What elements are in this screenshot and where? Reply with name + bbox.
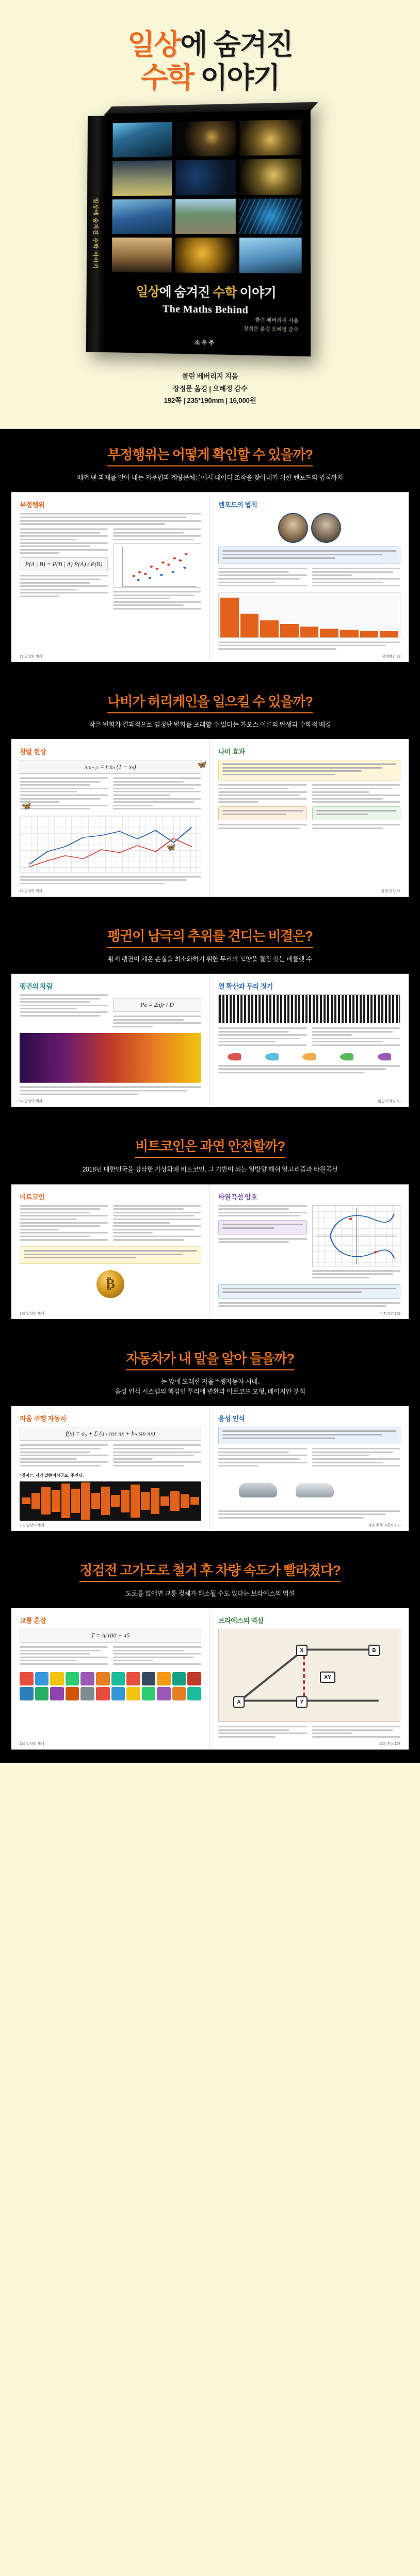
page-footer-right: 창발 현상 47 xyxy=(381,889,400,893)
network-node-b: B xyxy=(368,1645,380,1656)
two-column-body xyxy=(218,568,400,588)
column-right xyxy=(312,1027,401,1048)
cover-photo-grid xyxy=(112,120,302,274)
two-column-body xyxy=(20,994,201,1029)
page-heading: 나비 효과 xyxy=(218,747,245,756)
cover-photo-rollercoaster xyxy=(112,199,172,234)
column-left xyxy=(20,1444,108,1468)
color-block xyxy=(80,1687,94,1700)
column-left xyxy=(218,1726,307,1739)
callout-box xyxy=(218,1284,400,1298)
elliptic-curve-svg xyxy=(313,1206,400,1267)
car-icon xyxy=(239,1483,277,1497)
color-block xyxy=(126,1672,140,1685)
hero-title-rest-2: 이야기 xyxy=(193,61,280,93)
section-header-bitcoin xyxy=(0,1120,420,1184)
section-title-car: 자동차가 내 말을 알아 들을까? xyxy=(126,1348,294,1370)
color-block xyxy=(35,1672,49,1685)
book-spread-butterfly xyxy=(11,739,409,897)
page-footer-right: 교통 혼잡 157 xyxy=(379,1742,400,1746)
cover-text-area xyxy=(111,282,302,349)
page-footer-left: 132 일상의 세계 xyxy=(20,1523,44,1527)
column-right xyxy=(113,528,201,611)
portrait-shakespeare xyxy=(278,513,308,543)
two-column-body xyxy=(20,528,201,611)
color-block xyxy=(187,1687,201,1700)
section-title-traffic: 징검전 고가도로 철거 후 차량 속도가 빨라졌다? xyxy=(79,1560,340,1582)
cover-photo-runway xyxy=(112,161,172,196)
color-block xyxy=(20,1687,34,1700)
cover-photo-alhambra xyxy=(112,238,172,273)
cover-photo-coastline xyxy=(175,198,236,234)
book-translator-line: 장정문 옮김 | 오혜정 감수 xyxy=(172,384,248,393)
callout-box xyxy=(218,806,307,820)
cover-photo-bitcoin xyxy=(175,238,236,273)
network-edges-svg xyxy=(219,1629,400,1721)
color-block xyxy=(157,1687,171,1700)
butterfly-icon: 🦋 xyxy=(197,760,207,769)
page-heading: 자율 주행 자동차 xyxy=(20,1415,67,1423)
spread-page-left xyxy=(11,974,210,1107)
column-left xyxy=(20,994,108,1029)
network-node-x: X xyxy=(296,1645,308,1656)
column-left xyxy=(218,1205,307,1281)
book-stage xyxy=(0,106,420,385)
cover-photo-network xyxy=(175,160,236,195)
two-column-body xyxy=(218,1726,400,1739)
cover-photo-satellite xyxy=(175,121,236,157)
bitcoin-coin-figure xyxy=(20,1270,201,1298)
figure-caption: "정지!", 저의 말씀이시군요, 주인님. xyxy=(20,1473,84,1478)
section-bitcoin xyxy=(0,1120,420,1333)
page-heading: 음성 인식 xyxy=(218,1415,245,1423)
page-footer-left: 108 일상의 세계 xyxy=(20,1312,44,1316)
car-icon xyxy=(296,1483,334,1497)
page-footer-left: 46 일상의 세계 xyxy=(20,889,42,893)
formula-box: T = A/100 + 45 xyxy=(20,1629,201,1643)
column-left xyxy=(20,1646,108,1667)
section-subtitle-cheating: 베껴 낸 과제를 알아 내는 지문법과 계량문체론에서 데이터 조작을 찾아내기 위한 벤포드의 법칙까지 xyxy=(77,474,343,482)
book-spread-penguin xyxy=(11,974,409,1107)
color-block xyxy=(111,1672,125,1685)
fish-icon xyxy=(340,1053,353,1060)
scatter-plot-svg xyxy=(114,544,201,588)
color-block xyxy=(96,1672,110,1685)
cover-title-part3: 수학 xyxy=(213,285,237,301)
section-subtitle-car-line1: 눈 앞에 도래한 자율주행자동차 시대. xyxy=(160,1378,260,1385)
network-node-a: A xyxy=(233,1696,245,1708)
section-title-cheating: 부정행위는 어떻게 확인할 수 있을까? xyxy=(107,444,313,466)
callout-box xyxy=(312,806,401,820)
spread-page-right xyxy=(210,1184,409,1319)
cover-photo-sextant xyxy=(240,120,302,156)
cover-subtitle: The Maths Behind xyxy=(162,303,249,316)
section-header-cheating xyxy=(0,429,420,492)
column-left xyxy=(218,568,307,588)
callout-box xyxy=(218,1427,400,1444)
butterfly-icon: 🦋 xyxy=(22,801,31,810)
spread-page-left xyxy=(11,739,210,897)
page-heading: 교통 혼잡 xyxy=(20,1617,46,1625)
page-footer-left: 22 일상의 세계 xyxy=(20,654,42,659)
column-left xyxy=(20,528,108,611)
spread-page-right xyxy=(210,739,409,897)
spread-page-right xyxy=(210,1406,409,1531)
page-footer-left: 62 일상의 세계 xyxy=(20,1100,42,1104)
color-block xyxy=(126,1687,140,1700)
color-block xyxy=(66,1687,79,1700)
spread-page-right xyxy=(210,974,409,1107)
cover-title-part2: 에 숨겨진 xyxy=(159,285,213,300)
section-header-car xyxy=(0,1333,420,1407)
color-block xyxy=(96,1687,110,1700)
section-subtitle-bitcoin: 2018년 대한민국을 강타한 가상화폐 비트코인. 그 기반이 되는 일방향 해쉬 알고리즘과 타원곡선 xyxy=(82,1166,338,1174)
penguin-huddle-figure xyxy=(218,994,400,1023)
audio-spectrum-figure xyxy=(20,1481,201,1521)
column-right xyxy=(113,1205,201,1243)
section-penguin xyxy=(0,910,420,1121)
callout-box xyxy=(218,547,400,564)
column-right xyxy=(312,1205,401,1281)
page-footer-right: 자율 주행 자동차 133 xyxy=(368,1523,400,1527)
scatter-plot-figure xyxy=(113,543,201,588)
spread-page-left xyxy=(11,492,210,662)
hero-banner xyxy=(0,0,420,429)
two-column-body xyxy=(20,1444,201,1468)
section-car xyxy=(0,1333,420,1544)
benford-bars xyxy=(219,593,400,637)
column-right xyxy=(312,784,401,831)
page-heading: 비트코인 xyxy=(20,1193,45,1201)
spread-page-left xyxy=(11,1406,210,1531)
page-title xyxy=(0,29,420,93)
book-spine xyxy=(86,116,106,352)
two-column-body xyxy=(218,1027,400,1048)
spread-page-left xyxy=(11,1184,210,1319)
cover-title-part1: 일상 xyxy=(136,285,159,300)
column-right xyxy=(113,1444,201,1468)
column-left xyxy=(218,784,307,831)
network-node-xy: XY xyxy=(320,1672,335,1683)
color-block xyxy=(172,1687,186,1700)
formula-box: x₍ₙ₊₁₎ = r xₙ (1 − xₙ) xyxy=(20,760,201,774)
hero-title-highlight-2: 수학 xyxy=(140,61,193,93)
body-text xyxy=(20,513,201,525)
page-heading: 벤포드의 법칙 xyxy=(218,501,257,509)
callout-box xyxy=(218,1220,307,1234)
color-block xyxy=(20,1672,34,1685)
column-left xyxy=(218,1027,307,1048)
two-column-body xyxy=(20,1205,201,1243)
braess-network-diagram xyxy=(218,1629,400,1722)
cover-credit-author: 콜린 베버리지 지음 xyxy=(254,318,299,324)
bitcoin-icon: ₿ xyxy=(96,1270,124,1298)
hero-title-line2 xyxy=(0,62,420,94)
book-spread-car xyxy=(11,1406,409,1531)
spread-page-right xyxy=(210,1608,409,1750)
fish-icon xyxy=(378,1053,391,1060)
book-metadata xyxy=(0,370,420,407)
section-header-traffic xyxy=(0,1544,420,1608)
page-heading: 창발 현상 xyxy=(20,747,46,756)
thermal-heatmap-figure xyxy=(20,1033,201,1083)
section-header-butterfly xyxy=(0,676,420,739)
fish-icon xyxy=(228,1053,241,1060)
section-subtitle-penguin: 황제 펭귄이 체온 손실을 최소화하기 위한 무리의 모양을 결정 짓는 페클렛 수 xyxy=(108,955,312,963)
column-right xyxy=(113,777,201,811)
book-spread-cheating xyxy=(11,492,409,662)
color-block xyxy=(157,1672,171,1685)
two-column-body xyxy=(20,777,201,811)
hero-title-line1 xyxy=(0,29,420,61)
section-butterfly xyxy=(0,676,420,910)
book-spread-bitcoin xyxy=(11,1184,409,1319)
column-left xyxy=(20,1205,108,1243)
fish-icon xyxy=(265,1053,279,1060)
color-block xyxy=(111,1687,125,1700)
color-block xyxy=(80,1672,94,1685)
butterfly-icon: 🦋 xyxy=(166,842,176,852)
page-footer-right: 펭귄의 차림 63 xyxy=(378,1100,400,1104)
spread-page-left xyxy=(11,1608,210,1750)
color-block xyxy=(50,1687,64,1700)
column-right xyxy=(113,1646,201,1667)
section-subtitle-butterfly: 작은 변화가 결과적으로 엄청난 변화를 초래할 수 있다는 카오스 이론의 탄생과 수학적 배경 xyxy=(89,721,331,728)
section-cheating xyxy=(0,429,420,676)
book-spine-text: 일상에 숨겨진 수학 이야기 xyxy=(91,198,99,269)
car-illustration-area xyxy=(218,1476,400,1507)
page-heading: 타원곡선 암호 xyxy=(218,1193,257,1201)
column-right xyxy=(312,1726,401,1739)
color-block xyxy=(142,1687,156,1700)
cover-photo-compass xyxy=(239,159,301,195)
color-block xyxy=(50,1672,64,1685)
page-footer-right: 비트코인 109 xyxy=(380,1312,400,1316)
cover-publisher: 소우주 xyxy=(194,339,216,347)
section-subtitle-car xyxy=(10,1377,410,1397)
benford-bar-chart xyxy=(218,592,400,638)
fish-illustrations xyxy=(218,1053,400,1060)
color-block xyxy=(66,1672,79,1685)
section-title-butterfly: 나비가 허리케인을 일으킬 수 있을까? xyxy=(107,691,313,713)
cover-title xyxy=(111,282,301,302)
book-front-cover xyxy=(103,110,311,356)
page-heading: 펭귄의 차림 xyxy=(20,982,53,991)
section-subtitle-traffic: 도로를 없애면 교통 정체가 해소될 수도 있다는 브라에스의 역설 xyxy=(125,1589,295,1597)
fish-icon xyxy=(302,1053,316,1060)
section-title-bitcoin: 비트코인은 과연 안전할까? xyxy=(135,1136,285,1158)
cover-photo-aurora xyxy=(112,122,172,158)
color-block xyxy=(172,1672,186,1685)
page-footer-left: 156 일상의 세계 xyxy=(20,1742,44,1746)
color-block xyxy=(142,1672,156,1685)
cover-title-part4: 이야기 xyxy=(236,285,276,301)
color-block xyxy=(187,1672,201,1685)
column-right xyxy=(113,994,201,1029)
color-block xyxy=(35,1687,49,1700)
page-heading: 부정행위 xyxy=(20,501,45,509)
hero-title-rest-1: 에 숨겨진 xyxy=(180,28,293,60)
callout-box xyxy=(20,1246,201,1264)
formula-box: f(x) = a₀ + Σ (aₙ cos nx + bₙ sin nx) xyxy=(20,1427,201,1441)
book-cover-3d xyxy=(91,110,311,356)
two-column-body xyxy=(218,1205,400,1281)
section-traffic xyxy=(0,1544,420,1763)
hero-title-highlight-1: 일상 xyxy=(127,28,181,60)
formula-box: P(A | B) = P(B | A) P(A) / P(B) xyxy=(20,557,108,571)
callout-box xyxy=(218,760,400,780)
section-title-penguin: 펭귄이 남극의 추위를 견디는 비결은? xyxy=(107,926,313,948)
cover-photo-gherkin xyxy=(239,238,302,274)
book-spread-traffic xyxy=(11,1608,409,1750)
book-author-line: 콜린 베버리지 지음 xyxy=(182,372,238,381)
column-right xyxy=(312,1448,401,1469)
column-left xyxy=(218,1448,307,1469)
section-header-penguin xyxy=(0,910,420,974)
two-column-body xyxy=(218,1448,400,1469)
column-left xyxy=(20,777,108,811)
cover-credit-translator: 장정문 옮김 오혜정 감수 xyxy=(243,326,299,333)
portrait-marlowe xyxy=(311,513,341,543)
page-heading: 브라에스의 역설 xyxy=(218,1617,264,1625)
portrait-row xyxy=(218,513,400,543)
elliptic-curve-graph xyxy=(312,1205,401,1267)
formula-box: Pe = 2πfr / D xyxy=(113,998,201,1012)
section-subtitle-car-line2: 음성 인식 시스템의 핵심인 푸리에 변환과 마르코프 모형, 베이지안 분석 xyxy=(115,1388,305,1396)
colored-blocks-figure xyxy=(20,1672,201,1700)
book-spec-line: 192쪽 | 235*190mm | 16,000원 xyxy=(164,397,256,405)
page-footer-right: 부정행위 23 xyxy=(382,654,400,659)
spread-page-right xyxy=(210,492,409,662)
network-node-y: Y xyxy=(296,1696,308,1708)
column-right xyxy=(312,568,401,588)
page-heading: 열 확산과 무리 짓기 xyxy=(218,982,273,991)
two-column-body xyxy=(20,1646,201,1667)
two-column-body xyxy=(218,784,400,831)
cover-photo-dna xyxy=(239,198,301,234)
